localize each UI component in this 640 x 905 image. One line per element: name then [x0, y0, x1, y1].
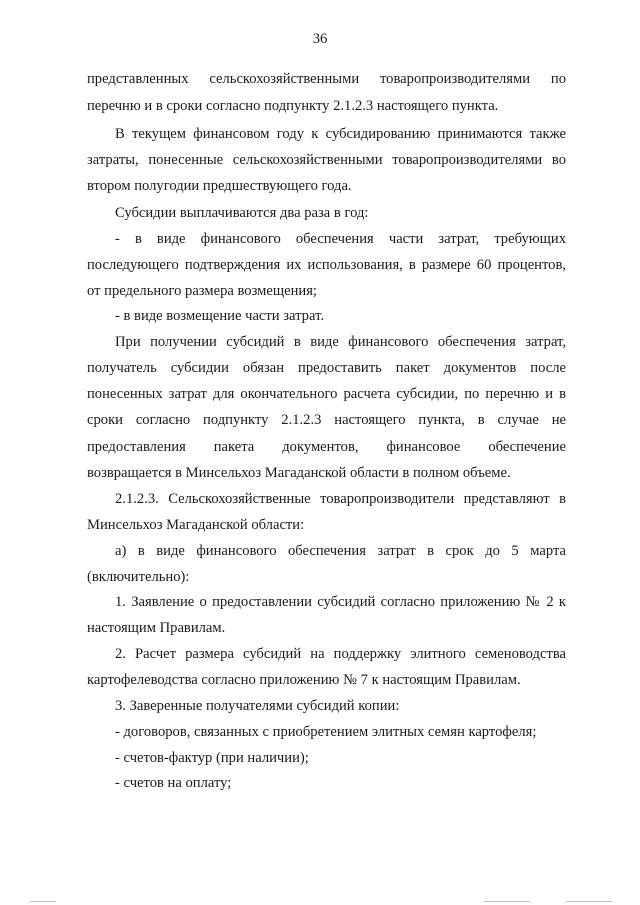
- text-line: (включительно):: [87, 569, 190, 585]
- text-line: настоящим Правилам.: [87, 620, 226, 636]
- page-number: 36: [312, 31, 328, 47]
- text-line: - счетов на оплату;: [115, 775, 232, 791]
- text-line: сроки согласно подпункту 2.1.2.3 настоящего пункта, в случае не: [87, 412, 566, 428]
- text-line: картофелеводства согласно приложению № 7 к настоящим Правилам.: [87, 672, 521, 688]
- text-line: 3. Заверенные получателями субсидий копии:: [115, 698, 400, 714]
- text-line: При получении субсидий в виде финансового обеспечения затрат,: [115, 334, 566, 350]
- text-line: - счетов-фактур (при наличии);: [115, 750, 309, 766]
- text-line: последующего подтверждения их использования, в размере 60 процентов,: [87, 257, 566, 273]
- text-line: - в виде возмещение части затрат.: [115, 308, 324, 324]
- text-line: от предельного размера возмещения;: [87, 283, 317, 299]
- text-line: представленных сельскохозяйственными товаропроизводителями по: [87, 71, 566, 87]
- text-line: - в виде финансового обеспечения части затрат, требующих: [115, 231, 566, 247]
- text-line: Субсидии выплачиваются два раза в год:: [115, 205, 369, 221]
- text-line: 2. Расчет размера субсидий на поддержку элитного семеноводства: [115, 646, 566, 662]
- text-line: 1. Заявление о предоставлении субсидий согласно приложению № 2 к: [115, 594, 566, 610]
- text-line: 2.1.2.3. Сельскохозяйственные товаропроизводители представляют в: [115, 491, 566, 507]
- text-line: - договоров, связанных с приобретением элитных семян картофеля;: [115, 724, 537, 740]
- scan-artifact: [484, 901, 530, 902]
- scan-artifact: [566, 901, 612, 902]
- text-line: возвращается в Минсельхоз Магаданской области в полном объеме.: [87, 465, 511, 481]
- text-line: затраты, понесенные сельскохозяйственными товаропроизводителями во: [87, 152, 566, 168]
- text-line: Минсельхоз Магаданской области:: [87, 517, 305, 533]
- text-line: а) в виде финансового обеспечения затрат в срок до 5 марта: [115, 543, 566, 559]
- scan-artifact: [30, 901, 56, 902]
- text-line: понесенных затрат для окончательного расчета субсидии, по перечню и в: [87, 386, 566, 402]
- text-line: втором полугодии предшествующего года.: [87, 178, 352, 194]
- text-line: перечню и в сроки согласно подпункту 2.1.2.3 настоящего пункта.: [87, 98, 499, 114]
- text-line: В текущем финансовом году к субсидированию принимаются также: [115, 126, 566, 142]
- text-line: получатель субсидии обязан предоставить пакет документов после: [87, 360, 566, 376]
- text-line: предоставления пакета документов, финансовое обеспечение: [87, 439, 566, 455]
